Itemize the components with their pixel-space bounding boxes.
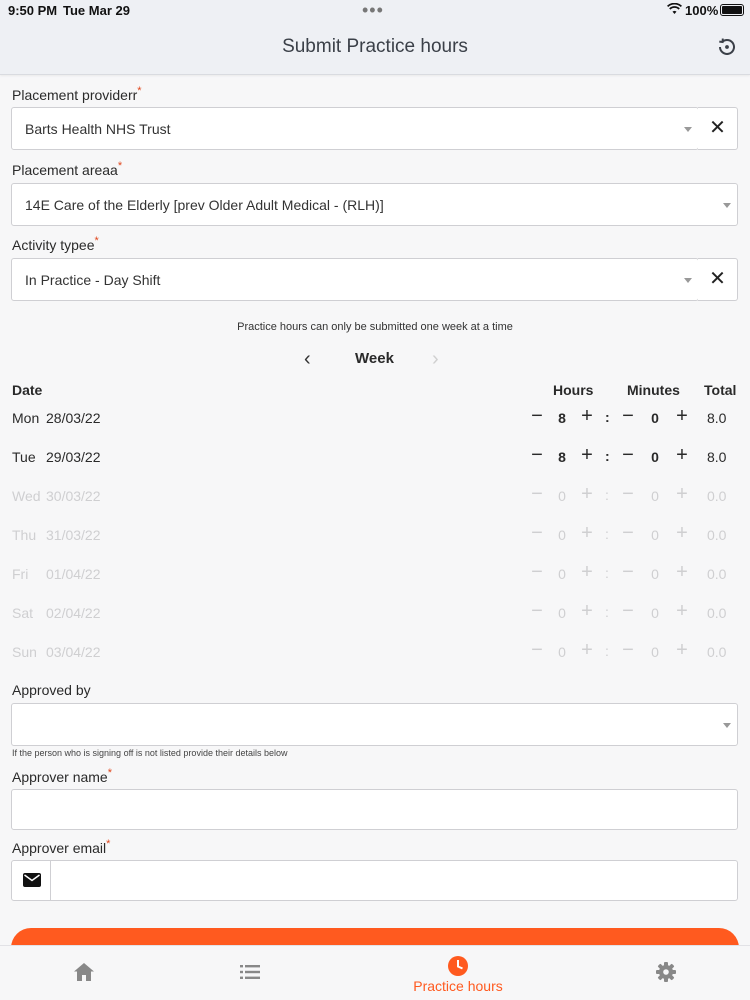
time-separator: :	[605, 643, 609, 659]
approved-by-label: Approved by	[12, 682, 91, 698]
activity-type-select[interactable]	[11, 258, 699, 301]
previous-week-chevron-icon[interactable]: ‹	[304, 348, 311, 370]
placement-provider-label: Placement providerr*	[12, 85, 142, 103]
decrease-minutes-button: −	[622, 483, 634, 505]
row-total: 8.0	[707, 410, 727, 426]
hours-column-header: Hours	[553, 382, 594, 398]
activity-type-value: In Practice - Day Shift	[25, 272, 161, 288]
increase-minutes-button: +	[676, 522, 688, 544]
decrease-hours-button: −	[531, 483, 543, 505]
gear-icon	[656, 962, 676, 982]
table-row	[0, 641, 750, 665]
approver-name-label: Approver name*	[12, 767, 112, 785]
hours-value: 8	[558, 410, 566, 426]
row-date: 29/03/22	[46, 449, 101, 465]
placement-provider-value: Barts Health NHS Trust	[25, 121, 171, 137]
minutes-value: 0	[651, 449, 659, 465]
next-week-chevron-icon: ›	[432, 348, 439, 370]
table-row	[0, 524, 750, 548]
row-total: 0.0	[707, 566, 727, 582]
page-title: Submit Practice hours	[282, 36, 468, 57]
row-total: 8.0	[707, 449, 727, 465]
decrease-hours-button: −	[531, 522, 543, 544]
minutes-value: 0	[651, 605, 659, 621]
hours-value: 8	[558, 449, 566, 465]
table-row	[0, 563, 750, 587]
approved-by-select[interactable]	[11, 703, 738, 746]
date-column-header: Date	[12, 382, 43, 398]
home-icon	[74, 963, 94, 981]
decrease-minutes-button[interactable]: −	[622, 405, 634, 427]
clear-activity-type-button[interactable]	[698, 258, 738, 301]
decrease-minutes-button: −	[622, 522, 634, 544]
minutes-value: 0	[651, 566, 659, 582]
hours-value: 0	[558, 527, 566, 543]
placement-area-value: 14E Care of the Elderly [prev Older Adult Medical - (RLH)]	[25, 197, 384, 213]
tab-practice-hours-label: Practice hours	[413, 978, 503, 994]
row-total: 0.0	[707, 488, 727, 504]
time-separator: :	[605, 526, 609, 542]
tab-list[interactable]	[226, 946, 274, 1000]
clear-placement-provider-button[interactable]	[698, 107, 738, 150]
tab-bar	[0, 945, 750, 1000]
status-bar	[0, 0, 750, 22]
decrease-hours-button: −	[531, 600, 543, 622]
row-date: 30/03/22	[46, 488, 101, 504]
increase-hours-button: +	[581, 483, 593, 505]
table-row	[0, 407, 750, 431]
multitasking-dots-icon[interactable]: •••	[362, 0, 384, 20]
row-date: 31/03/22	[46, 527, 101, 543]
increase-hours-button: +	[581, 600, 593, 622]
week-label: Week	[355, 350, 394, 367]
increase-minutes-button[interactable]: +	[676, 444, 688, 466]
increase-hours-button: +	[581, 561, 593, 583]
increase-hours-button[interactable]: +	[581, 405, 593, 427]
increase-hours-button[interactable]: +	[581, 444, 593, 466]
chevron-down-icon	[684, 127, 692, 132]
increase-hours-button: +	[581, 522, 593, 544]
table-row	[0, 602, 750, 626]
time-separator: :	[605, 604, 609, 620]
decrease-minutes-button[interactable]: −	[622, 444, 634, 466]
hours-value: 0	[558, 488, 566, 504]
decrease-minutes-button: −	[622, 600, 634, 622]
increase-minutes-button: +	[676, 561, 688, 583]
decrease-minutes-button: −	[622, 639, 634, 661]
row-total: 0.0	[707, 644, 727, 660]
email-icon	[11, 860, 51, 901]
hours-value: 0	[558, 644, 566, 660]
row-day: Thu	[12, 527, 37, 543]
activity-type-label: Activity typee*	[12, 235, 99, 253]
increase-minutes-button: +	[676, 483, 688, 505]
increase-hours-button: +	[581, 639, 593, 661]
row-day: Mon	[12, 410, 40, 426]
row-date: 03/04/22	[46, 644, 101, 660]
row-date: 01/04/22	[46, 566, 101, 582]
minutes-value: 0	[651, 527, 659, 543]
chevron-down-icon	[723, 723, 731, 728]
minutes-value: 0	[651, 644, 659, 660]
chevron-down-icon	[723, 203, 731, 208]
approver-email-input[interactable]	[50, 860, 738, 901]
total-column-header: Total	[704, 382, 737, 398]
header	[0, 22, 750, 75]
clock-icon	[447, 955, 469, 977]
placement-area-label: Placement areaa*	[12, 160, 123, 178]
minutes-column-header: Minutes	[627, 382, 680, 398]
tab-settings[interactable]	[642, 946, 690, 1000]
hours-value: 0	[558, 566, 566, 582]
row-total: 0.0	[707, 527, 727, 543]
row-day: Wed	[12, 488, 41, 504]
time-separator: :	[605, 448, 610, 464]
row-day: Sat	[12, 605, 34, 621]
tab-practice-hours[interactable]	[388, 946, 528, 1000]
decrease-hours-button[interactable]: −	[531, 444, 543, 466]
hours-value: 0	[558, 605, 566, 621]
list-icon	[240, 965, 260, 979]
battery-percent: 100%	[685, 3, 719, 18]
status-time: 9:50 PM	[8, 3, 58, 18]
close-icon: ✕	[709, 117, 726, 139]
chevron-down-icon	[684, 278, 692, 283]
placement-area-select[interactable]	[11, 183, 738, 226]
time-separator: :	[605, 487, 609, 503]
minutes-value: 0	[651, 488, 659, 504]
decrease-hours-button: −	[531, 639, 543, 661]
row-day: Tue	[12, 449, 36, 465]
row-date: 28/03/22	[46, 410, 101, 426]
table-row	[0, 485, 750, 509]
status-date: Tue Mar 29	[63, 3, 130, 18]
row-day: Fri	[12, 566, 29, 582]
approver-hint: If the person who is signing off is not listed provide their details below	[12, 748, 288, 758]
row-total: 0.0	[707, 605, 727, 621]
row-day: Sun	[12, 644, 37, 660]
week-note: Practice hours can only be submitted one week at a time	[237, 321, 513, 333]
table-row	[0, 446, 750, 470]
approver-name-input[interactable]	[11, 789, 738, 830]
close-icon: ✕	[709, 268, 726, 290]
minutes-value: 0	[651, 410, 659, 426]
battery-icon	[720, 4, 744, 16]
placement-provider-select[interactable]	[11, 107, 699, 150]
increase-minutes-button: +	[676, 600, 688, 622]
time-separator: :	[605, 565, 609, 581]
tab-home[interactable]	[60, 946, 108, 1000]
time-separator: :	[605, 409, 610, 425]
increase-minutes-button[interactable]: +	[676, 405, 688, 427]
approver-email-label: Approver email*	[12, 838, 111, 856]
decrease-hours-button[interactable]: −	[531, 405, 543, 427]
increase-minutes-button: +	[676, 639, 688, 661]
wifi-icon	[667, 3, 682, 18]
row-date: 02/04/22	[46, 605, 101, 621]
week-navigator	[0, 348, 750, 370]
history-icon[interactable]	[716, 36, 738, 58]
decrease-hours-button: −	[531, 561, 543, 583]
decrease-minutes-button: −	[622, 561, 634, 583]
